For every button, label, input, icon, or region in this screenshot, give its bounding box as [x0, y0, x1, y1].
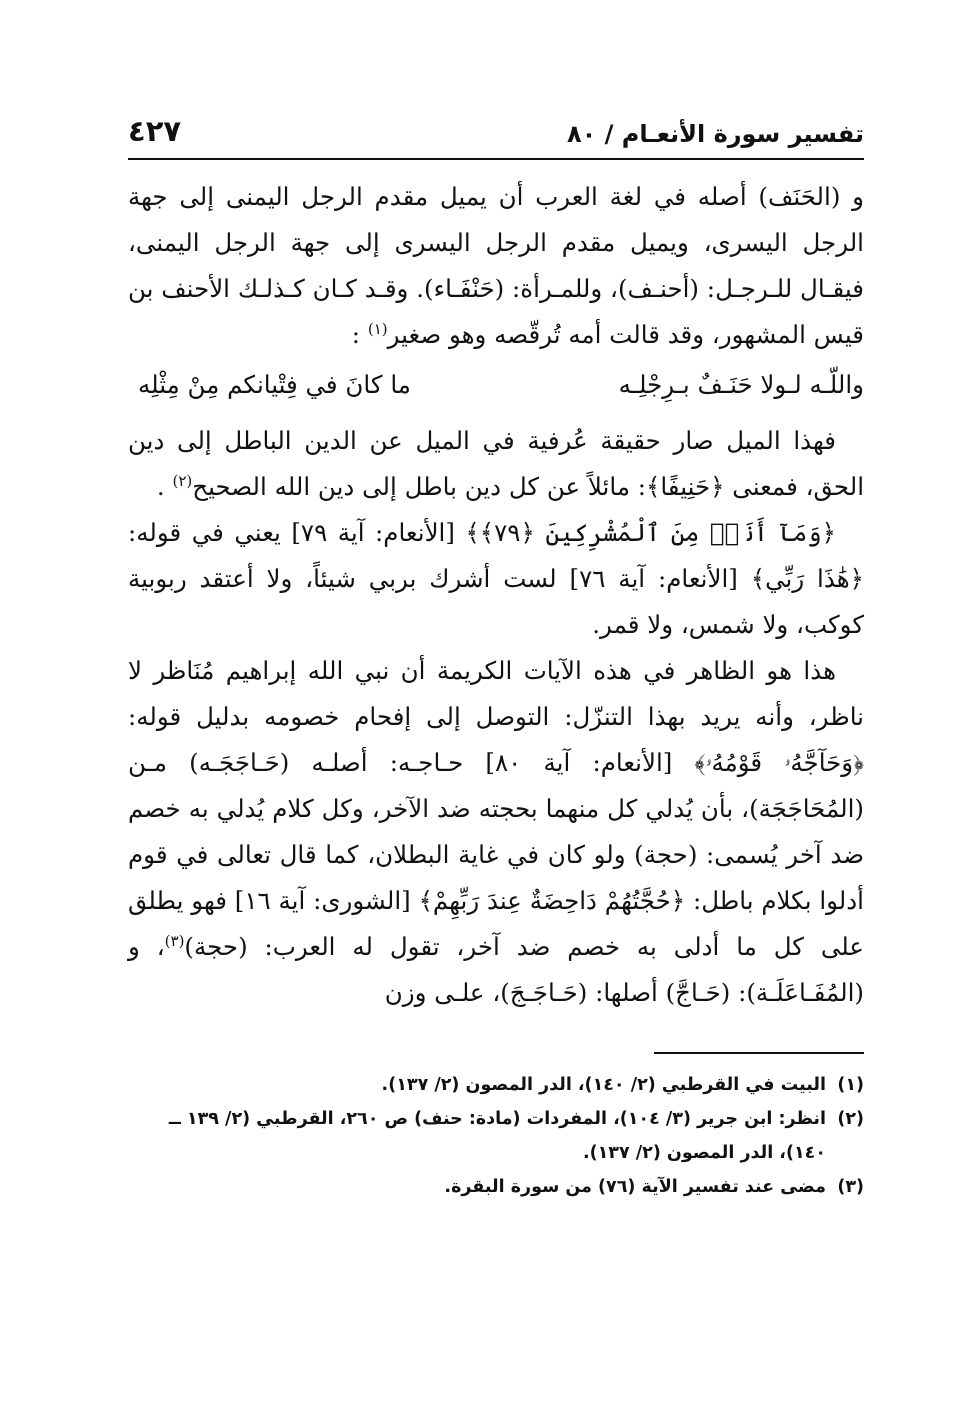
footnote-ref-3: (٣) [164, 931, 185, 950]
running-head [128, 100, 864, 160]
paragraph-3: ﴿وَمَآ أَنَا۠ مِنَ ٱلْمُشْرِكِينَ ﴿٧٩﴾﴾ [الأنعام: آية ٧٩] يعني في قوله: ﴿هَٰذَا رَبِّي﴾ [الأنعام: آية ٧٦] لست أشرك بربي شيئاً، ولا أعتقد ربوبية كوكب، ولا شمس، ولا قمر. [128, 518, 864, 639]
poem-hemistich-right: واللّـه لـولا حَنَـفٌ بـرِجْلِـه [618, 370, 864, 399]
footnote-text: انظر: ابن جرير (٣/ ١٠٤)، المفردات (مادة: حنف) ص ٢٦٠، القرطبي (٢/ ١٣٩ ــ ١٤٠)، الدر المصون (٢/ ١٣٧). [168, 1109, 826, 1163]
poem-verse [128, 362, 864, 408]
paragraph-2 [128, 418, 864, 510]
paragraph-2-text: فهذا الميل صار حقيقة عُرفية في الميل عن الدين الباطل إلى دين الحق، فمعنى ﴿حَنِيفًا﴾: مائلاً عن كل دين باطل إلى دين الله الصحيح [128, 426, 864, 501]
running-title: تفسير سورة الأنعـام / ٨٠ [566, 120, 864, 148]
body-text [128, 174, 864, 1016]
footnote-ref-1: (١) [367, 319, 388, 338]
footnotes [128, 1068, 864, 1204]
footnote-mark: (٢) [837, 1109, 864, 1129]
paragraph-1-text: و (الحَنَف) أصله في لغة العرب أن يميل مقدم الرجل اليمنى إلى جهة الرجل اليسرى، ويميل مقدم الرجل اليسرى إلى جهة الرجل اليمنى، فيقـال للـرجـل: (أحنـف)، وللمـرأة: (حَنْفَـاء). وقـد كـان كـذلـك الأحنف بن قيس المشهور، وقد قالت أمه تُرقّصه وهو صغير [128, 182, 864, 349]
footnote-text: البيت في القرطبي (٢/ ١٤٠)، الدر المصون (٢/ ١٣٧). [381, 1075, 826, 1095]
footnote-mark: (١) [837, 1075, 864, 1095]
footnote-2 [128, 1102, 864, 1170]
paragraph-1 [128, 174, 864, 358]
paragraph-4-end: ، و (المُفَـاعَلَـة): (حَـاجَّ) أصلها: (حَـاجَـجَ)، علـى وزن [128, 932, 864, 1007]
paragraph-2-end: . [156, 472, 165, 501]
footnote-1 [128, 1068, 864, 1102]
footnote-mark: (٣) [837, 1177, 864, 1197]
paragraph-1-end: : [351, 320, 361, 349]
footnote-3 [128, 1170, 864, 1204]
page-number: ٤٢٧ [128, 114, 182, 148]
poem-hemistich-left: ما كانَ في فِتْيانكم مِنْ مِثْلِه [138, 370, 411, 399]
footnote-text: مضى عند تفسير الآية (٧٦) من سورة البقرة. [444, 1177, 826, 1197]
footnote-ref-2: (٢) [172, 471, 193, 490]
paragraph-4-text: هذا هو الظاهر في هذه الآيات الكريمة أن نبي الله إبراهيم مُنَاظر لا ناظر، وأنه يريد بهذا التنزّل: التوصل إلى إفحام خصومه بدليل قوله: ﴿وَحَآجَّهُۥ قَوْمُهُۥ﴾ [الأنعام: آية ٨٠] حـاجـه: أصلـه (حَـاجَجَـه) مـن (المُحَاجَجَة)، بأن يُدلي كل منهما بحجته ضد الآخر، وكل كلام يُدلي به خصم ضد آخر يُسمى: (حجة) ولو كان في غاية البطلان، كما قال تعالى في قوم أدلوا بكلام باطل: ﴿حُجَّتُهُمْ دَاحِضَةٌ عِندَ رَبِّهِمْ﴾ [الشورى: آية ١٦] فهو يطلق على كل ما أدلى به خصم ضد آخر، تقول له العرب: (حجة) [128, 656, 864, 961]
page [128, 100, 864, 1204]
footnote-separator [654, 1052, 864, 1054]
paragraph-4 [128, 648, 864, 1016]
